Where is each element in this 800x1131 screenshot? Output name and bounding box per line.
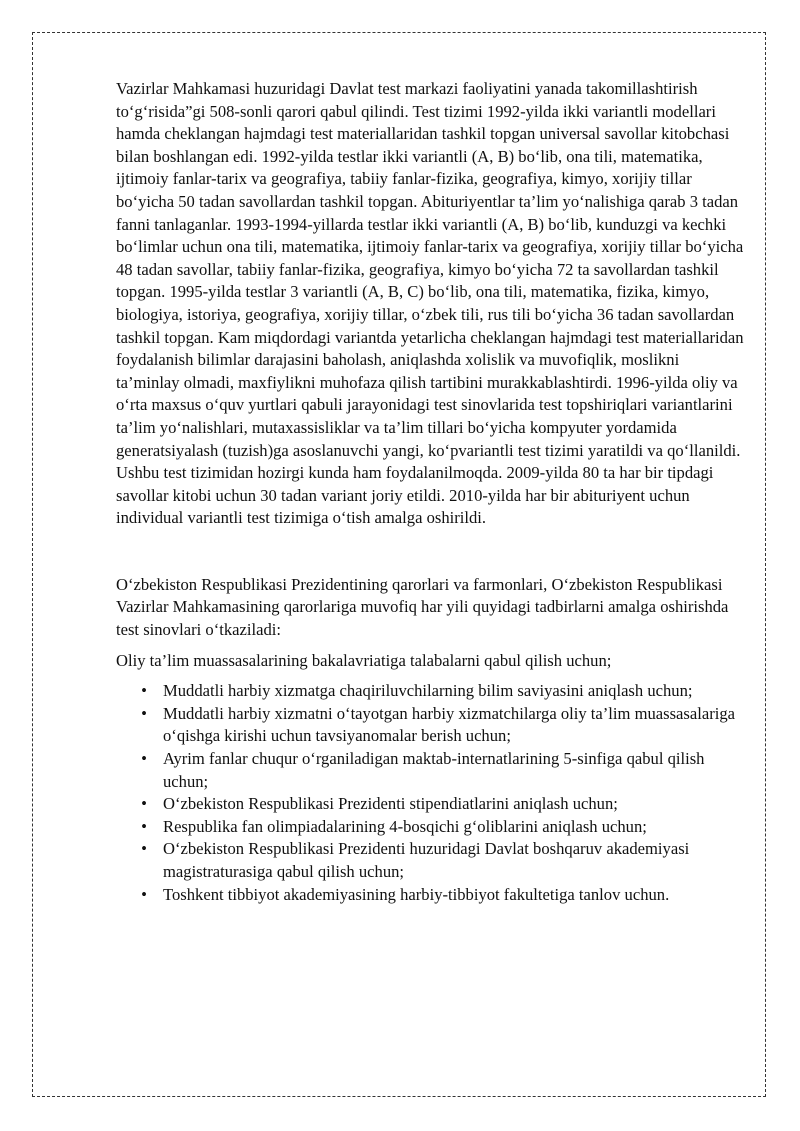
list-item-text: Muddatli harbiy xizmatni o‘tayotgan harbiy xizmatchilarga oliy ta’lim muassasalariga o‘qishga kirishi uchun tavsiyanomalar berish uchun; (163, 703, 736, 746)
bullet-icon: • (141, 884, 147, 904)
list-item-text: Toshkent tibbiyot akademiyasining harbiy-tibbiyot fakultetiga tanlov uchun. (163, 884, 670, 904)
list-item-text: Ayrim fanlar chuqur o‘rganiladigan maktab-internatlarining 5-sinfiga qabul qilish uchun; (163, 749, 705, 791)
document-body (116, 78, 746, 906)
list-item-text: Muddatli harbiy xizmatga chaqiriluvchilarning bilim saviyasini aniqlash uchun; (163, 681, 693, 701)
bullet-icon: • (141, 794, 147, 814)
list-item (116, 748, 746, 793)
bullet-icon: • (141, 839, 147, 859)
bullet-icon: • (141, 703, 147, 723)
bullet-icon: • (141, 681, 147, 701)
list-item (116, 838, 746, 883)
bullet-icon: • (141, 816, 147, 836)
bullet-list (116, 680, 746, 906)
list-item (116, 816, 746, 839)
list-item-text: O‘zbekiston Respublikasi Prezidenti stipendiatlarini aniqlash uchun; (163, 794, 618, 814)
paragraph-history: Vazirlar Mahkamasi huzuridagi Davlat test markazi faoliyatini yanada takomillashtirish to‘g‘risida”gi 508-sonli qarori qabul qilindi. Test tizimi 1992-yilda ikki variantli modellari hamda cheklangan hajmdagi test materiallaridan tashkil topgan universal savollar kitobchasi bilan boshlangan edi. 1992-yilda testlar ikki variantli (A, B) bo‘lib, ona tili, matematika, ijtimoiy fanlar-tarix va geografiya, tabiiy fanlar-fizika, geografiya, kimyo, xorijiy tillar bo‘yicha 50 tadan savollardan tashkil topgan. Abituriyentlar ta’lim yo‘nalishiga qarab 3 tadan fanni tanlaganlar. 1993-1994-yillarda testlar ikki variantli (A, B) bo‘lib, kunduzgi va kechki bo‘limlar uchun ona tili, matematika, ijtimoiy fanlar-tarix va geografiya, xorijiy tillar bo‘yicha 48 tadan savollar, tabiiy fanlar-fizika, geografiya, kimyo bo‘yicha 72 ta savollardan tashkil topgan. 1995-yilda testlar 3 variantli (A, B, C) bo‘lib, ona tili, matematika, fizika, kimyo, biologiya, istoriya, geografiya, xorijiy tillar, o‘zbek tili, rus tili bo‘yicha 36 tadan savollardan tashkil topgan. Kam miqdordagi variantda yetarlicha cheklangan hajmdagi test materiallaridan foydalanish bilimlar darajasini baholash, aniqlashda xolislik va muvofiqlik, moslikni ta’minlay olmadi, maxfiylikni muhofaza qilish tartibini murakkablashtirdi. 1996-yilda oliy va o‘rta maxsus o‘quv yurtlari qabuli jarayonidagi test sinovlarida test topshiriqlari variantlarini ta’lim yo‘nalishlari, mutaxassisliklar va ta’lim tillari bo‘yicha kompyuter yordamida generatsiyalash (tuzish)ga asoslanuvchi yangi, ko‘pvariantli test tizimi yaratildi va qo‘llanildi. Ushbu test tizimidan hozirgi kunda ham foydalanilmoqda. 2009-yilda 80 ta har bir tipdagi savollar kitobi uchun 30 tadan variant joriy etildi. 2010-yilda har bir abituriyent uchun individual variantli test tizimiga o‘tish amalga oshirildi. (116, 79, 744, 528)
paragraph-bachelor-admission: Oliy ta’lim muassasalarining bakalavriatiga talabalarni qabul qilish uchun; (116, 650, 612, 670)
list-item-text: O‘zbekiston Respublikasi Prezidenti huzuridagi Davlat boshqaruv akademiyasi magistraturasiga qabul qilish uchun; (163, 839, 690, 881)
bullet-icon: • (141, 749, 147, 769)
list-item (116, 793, 746, 816)
list-item-text: Respublika fan olimpiadalarining 4-bosqichi g‘oliblarini aniqlash uchun; (163, 816, 647, 836)
list-item (116, 884, 746, 907)
list-item (116, 703, 746, 748)
list-item (116, 680, 746, 703)
paragraph-intro: O‘zbekiston Respublikasi Prezidentining qarorlari va farmonlari, O‘zbekiston Respublikasi Vazirlar Mahkamasining qarorlariga muvofiq har yili quyidagi tadbirlarni amalga oshirishda test sinovlari o‘tkaziladi: (116, 574, 729, 640)
